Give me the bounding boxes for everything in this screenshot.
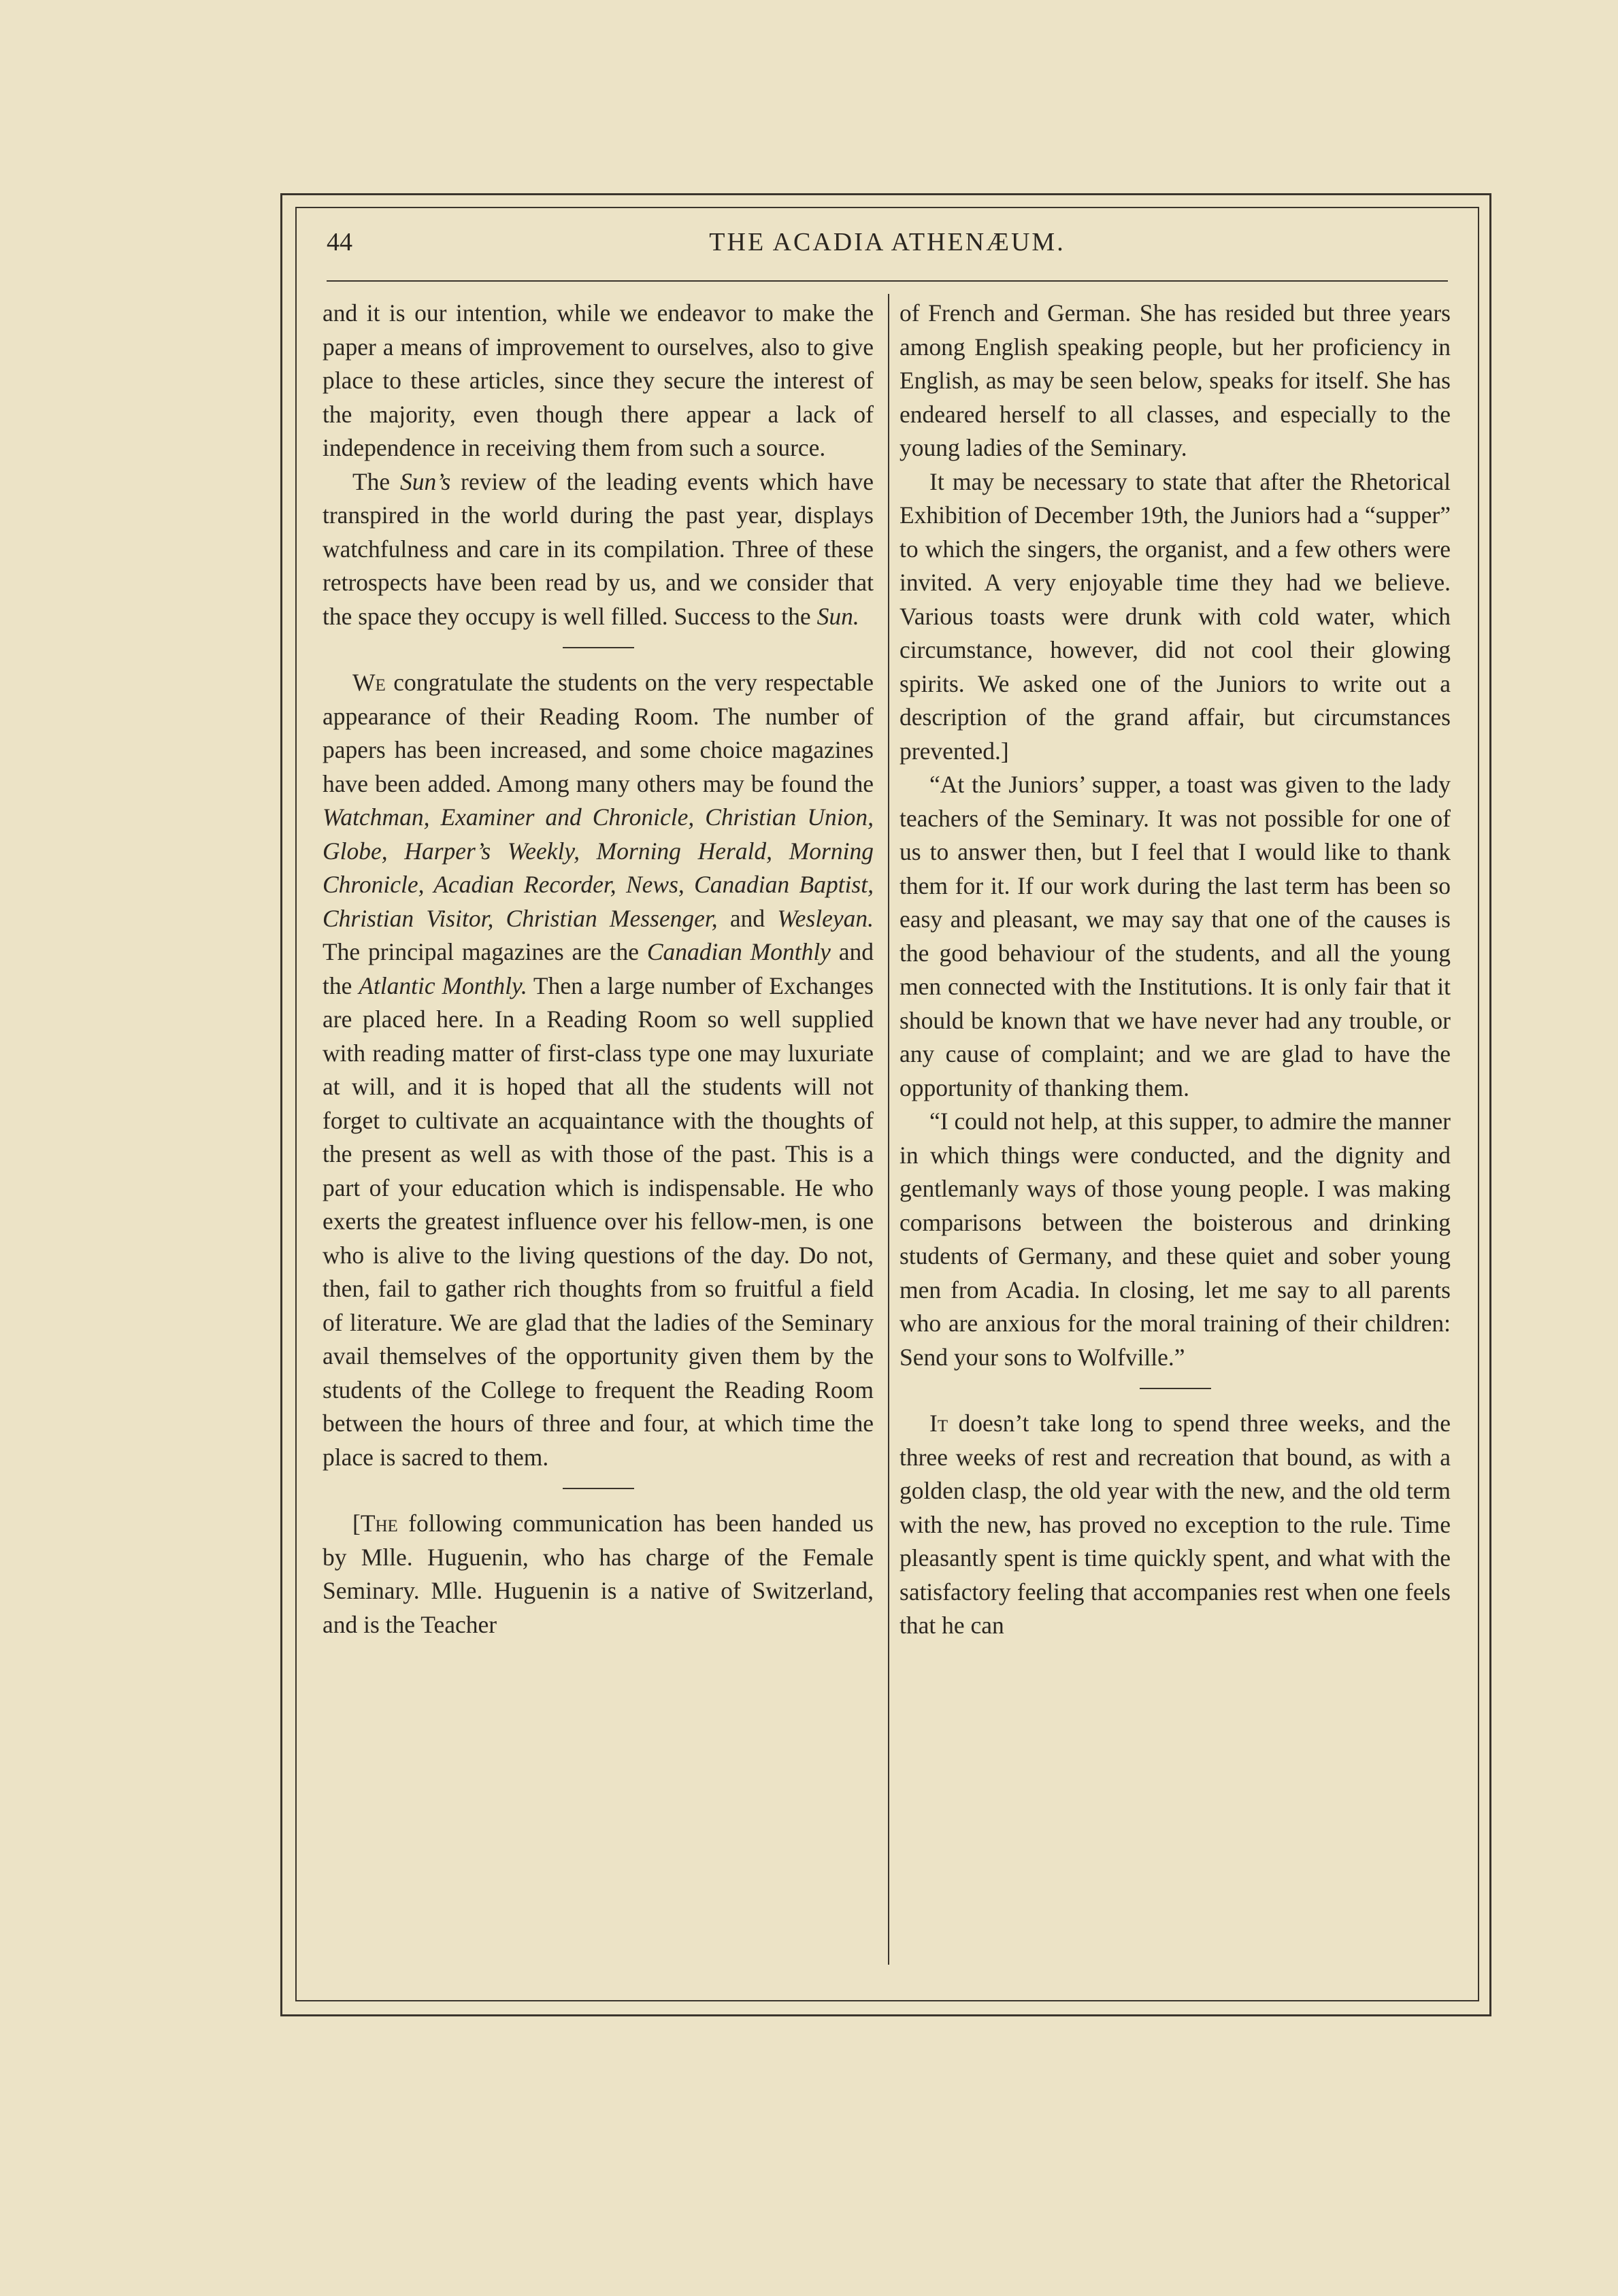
section-rule xyxy=(563,1488,634,1489)
page-number: 44 xyxy=(327,228,352,256)
paragraph-three-weeks: It doesn’t take long to spend three weeks, and the three weeks of rest and recreation that bound, as with a golden clasp, the old year with the new, and the old term with the new, has proved no exception to the rule. Time pleasantly spent is time quickly spent, and what with the satisfactory feeling that accompanies rest when one feels that he can xyxy=(899,1410,1451,1639)
paragraph-sun-review: The Sun’s review of the leading events which have transpired in the world during the past year, displays watchfulness and care in its compilation. Three of these retrospects have been read by us, and we consider that the space they occupy is well filled. Success to the Sun. xyxy=(323,467,874,630)
page-header xyxy=(327,227,1448,268)
column-divider xyxy=(888,294,889,1965)
paragraph-admire: “I could not help, at this supper, to admire the manner in which things were conducted, and the dignity and gentlemanly ways of those young people. I was making comparisons between the boisterous and drinking students of Germany, and these quiet and sober young men from Acadia. In closing, let me say to all parents who are anxious for the moral training of their children: Send your sons to Wolfville.” xyxy=(899,1108,1451,1371)
header-rule xyxy=(327,280,1448,282)
paragraph-toast: “At the Juniors’ supper, a toast was given to the lady teachers of the Seminary. It was not possible for one of us to answer then, but I feel that I would like to thank them for it. If our work during the last term has been so easy and pleasant, we may say that one of the causes is the good behaviour of the students, and all the young men connected with the Institutions. It is only fair that it should be known that we have never had any trouble, or any cause of complaint; and we are glad to have the opportunity of thanking them. xyxy=(899,771,1451,1101)
left-column xyxy=(323,297,874,1642)
paragraph-reading-room: We congratulate the students on the very respectable appearance of their Reading Room. The number of papers has been increased, and some choice magazines have been added. Among many others may be found the Watchman, Examiner and Chronicle, Christian Union, Globe, Harper’s Weekly, Morning Herald, Morning Chronicle, Acadian Recorder, News, Canadian Baptist, Christian Visitor, Christian Messenger, and Wesleyan. The principal magazines are the Canadian Monthly and the Atlantic Monthly. Then a large number of Exchanges are placed here. In a Reading Room so well supplied with reading matter of first-class type one may luxuriate at will, and it is hoped that all the students will not forget to cultivate an acquaintance with the thoughts of the present as well as with those of the past. This is a part of your education which is indispensable. He who exerts the greatest influence over his fellow-men, is one who is alive to the living questions of the day. Do not, then, fail to gather rich thoughts from so fruitful a field of literature. We are glad that the ladies of the Seminary avail themselves of the opportunity given them by the students of the College to frequent the Reading Room between the hours of three and four, at which time the place is sacred to them. xyxy=(323,669,874,1471)
paragraph-intention: and it is our intention, while we endeavor to make the paper a means of improvement to ourselves, also to give place to these articles, since they secure the interest of the majority, even though there appear a lack of independence in receiving them from such a source. xyxy=(323,299,874,461)
newspaper-list: Watchman, Examiner and Chronicle, Christian Union, Globe, Harper’s Weekly, Morning Herald, Morning Chronicle, Acadian Recorder, News, Canadian Baptist, Christian Visitor, Christian Messenger, xyxy=(323,803,874,932)
section-rule xyxy=(563,647,634,648)
paragraph-french-german: of French and German. She has resided but three years among English speaking people, but her proficiency in English, as may be seen below, speaks for itself. She has endeared herself to all classes, and especially to the young ladies of the Seminary. xyxy=(899,299,1451,461)
paragraph-juniors-supper: It may be necessary to state that after the Rhetorical Exhibition of December 19th, the Juniors had a “supper” to which the singers, the organist, and a few others were invited. A very enjoyable time they had we believe. Various toasts were drunk with cold water, which circumstance, however, did not cool their glowing spirits. We asked one of the Juniors to write out a description of the grand affair, but circumstances prevented.] xyxy=(899,467,1451,765)
right-column xyxy=(899,297,1451,1643)
section-rule xyxy=(1140,1388,1211,1389)
running-title: THE ACADIA ATHENÆUM. xyxy=(709,228,1066,256)
paragraph-communication: [The following communication has been handed us by Mlle. Huguenin, who has charge of the Female Seminary. Mlle. Huguenin is a native of Switzerland, and is the Teacher xyxy=(323,1510,874,1638)
sun-title-2: Sun. xyxy=(816,602,859,630)
sun-title: Sun’s xyxy=(399,467,451,495)
